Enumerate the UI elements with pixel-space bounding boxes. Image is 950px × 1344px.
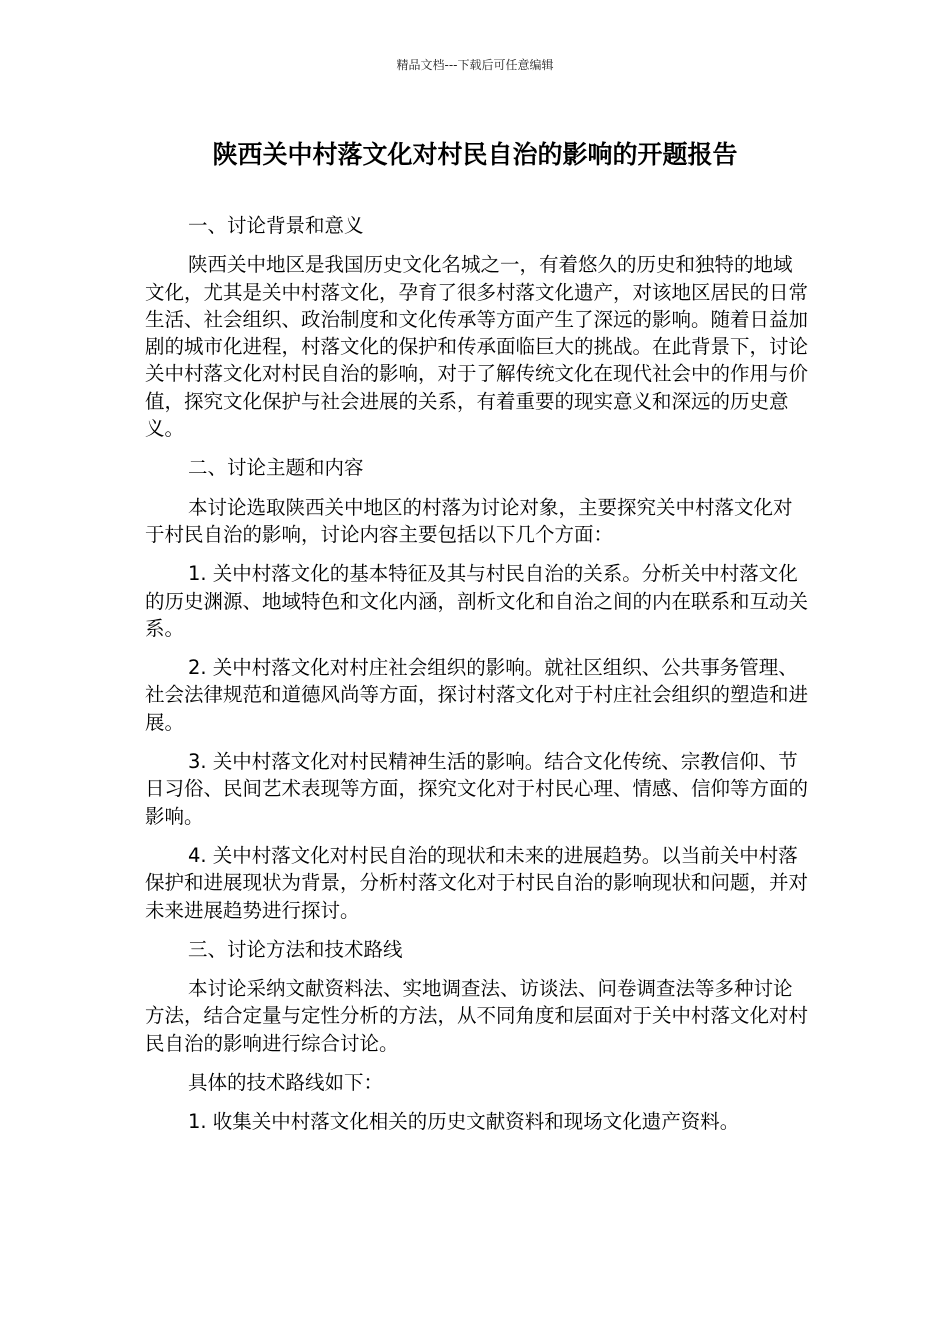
paragraph-background: 陕西关中地区是我国历史文化名城之一，有着悠久的历史和独特的地域文化，尤其是关中村落文化，孕育了很多村落文化遗产，对该地区居民的日常生活、社会组织、政治制度和文化传承等方面产生了深远的影响。随着日益加剧的城市化进程，村落文化的保护和传承面临巨大的挑战。在此背景下，讨论关中村落文化对村民自治的影响，对于了解传统文化在现代社会中的作用与价值，探究文化保护与社会进展的关系，有着重要的现实意义和深远的历史意义。	[145, 253, 809, 441]
document-title: 陕西关中村落文化对村民自治的影响的开题报告	[212, 140, 738, 169]
route-item-1: 1. 收集关中村落文化相关的历史文献资料和现场文化遗产资料。	[188, 1110, 740, 1134]
paragraph-topic-intro: 本讨论选取陕西关中地区的村落为讨论对象，主要探究关中村落文化对于村民自治的影响，讨论内容主要包括以下几个方面：	[145, 495, 793, 546]
section-heading-topic: 二、讨论主题和内容	[188, 456, 364, 480]
section-heading-methods: 三、讨论方法和技术路线	[188, 937, 403, 961]
list-item-3: 3. 关中村落文化对村民精神生活的影响。结合文化传统、宗教信仰、节日习俗、民间艺术表现等方面，探究文化对于村民心理、情感、信仰等方面的影响。	[145, 750, 809, 828]
document-body	[145, 212, 810, 1148]
section-heading-background: 一、讨论背景和意义	[188, 214, 364, 237]
list-item-2: 2. 关中村落文化对村庄社会组织的影响。就社区组织、公共事务管理、社会法律规范和道德风尚等方面，探讨村落文化对于村庄社会组织的塑造和进展。	[145, 656, 809, 734]
list-item-1: 1. 关中村落文化的基本特征及其与村民自治的关系。分析关中村落文化的历史渊源、地域特色和文化内涵，剖析文化和自治之间的内在联系和互动关系。	[145, 562, 809, 640]
paragraph-technical-route: 具体的技术路线如下：	[188, 1071, 384, 1095]
paragraph-methods: 本讨论采纳文献资料法、实地调查法、访谈法、问卷调查法等多种讨论方法，结合定量与定性分析的方法，从不同角度和层面对于关中村落文化对村民自治的影响进行综合讨论。	[145, 977, 809, 1055]
page-header: 精品文档---下载后可任意编辑	[396, 58, 554, 72]
list-item-4: 4. 关中村落文化对村民自治的现状和未来的进展趋势。以当前关中村落保护和进展现状为背景，分析村落文化对于村民自治的影响现状和问题，并对未来进展趋势进行探讨。	[145, 843, 809, 922]
